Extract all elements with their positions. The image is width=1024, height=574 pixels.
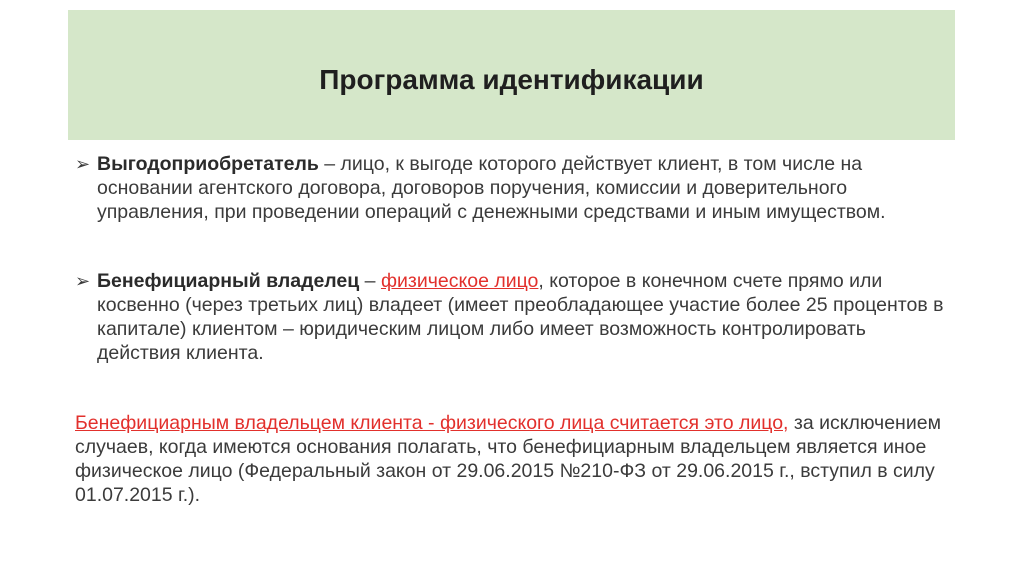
note-text: за исключением случаев, когда имеются основания полагать, что бенефициарным владельцем является иное физическое лицо (Федеральный закон от 29.06.2015 №210-ФЗ от 29.06.2015 г., вступил в силу 01.07.2015 г.). bbox=[75, 412, 941, 506]
title-band bbox=[68, 10, 955, 140]
note-highlight: Бенефициарным владельцем клиента - физического лица считается это лицо, bbox=[75, 412, 789, 434]
arrow-bullet-icon: ➢ bbox=[75, 271, 91, 291]
bullet-beneficiary-recipient bbox=[75, 152, 945, 224]
slide-title: Программа идентификации bbox=[319, 64, 704, 95]
definition-text: – лицо, к выгоде которого действует клиент, в том числе на основании агентского договора, договоров поручения, комиссии и доверительного управления, при проведении операций с денежными средствами и иным имуществом. bbox=[97, 153, 886, 223]
legal-note bbox=[75, 411, 945, 507]
slide-content bbox=[75, 152, 945, 507]
natural-person-link[interactable]: физическое лицо bbox=[380, 270, 539, 292]
definition-text: , которое в конечном счете прямо или косвенно (через третьих лиц) владеет (имеет преобладающее участие более 25 процентов в капитале) клиентом – юридическим лицом либо имеет возможность контролировать действия клиента. bbox=[97, 270, 944, 364]
definition-dash: – bbox=[359, 270, 381, 292]
bullet-beneficial-owner bbox=[75, 269, 945, 365]
term-beneficial-owner: Бенефициарный владелец bbox=[97, 270, 360, 292]
term-vygodopriobretatel: Выгодоприобретатель bbox=[97, 153, 319, 175]
arrow-bullet-icon: ➢ bbox=[75, 154, 91, 174]
